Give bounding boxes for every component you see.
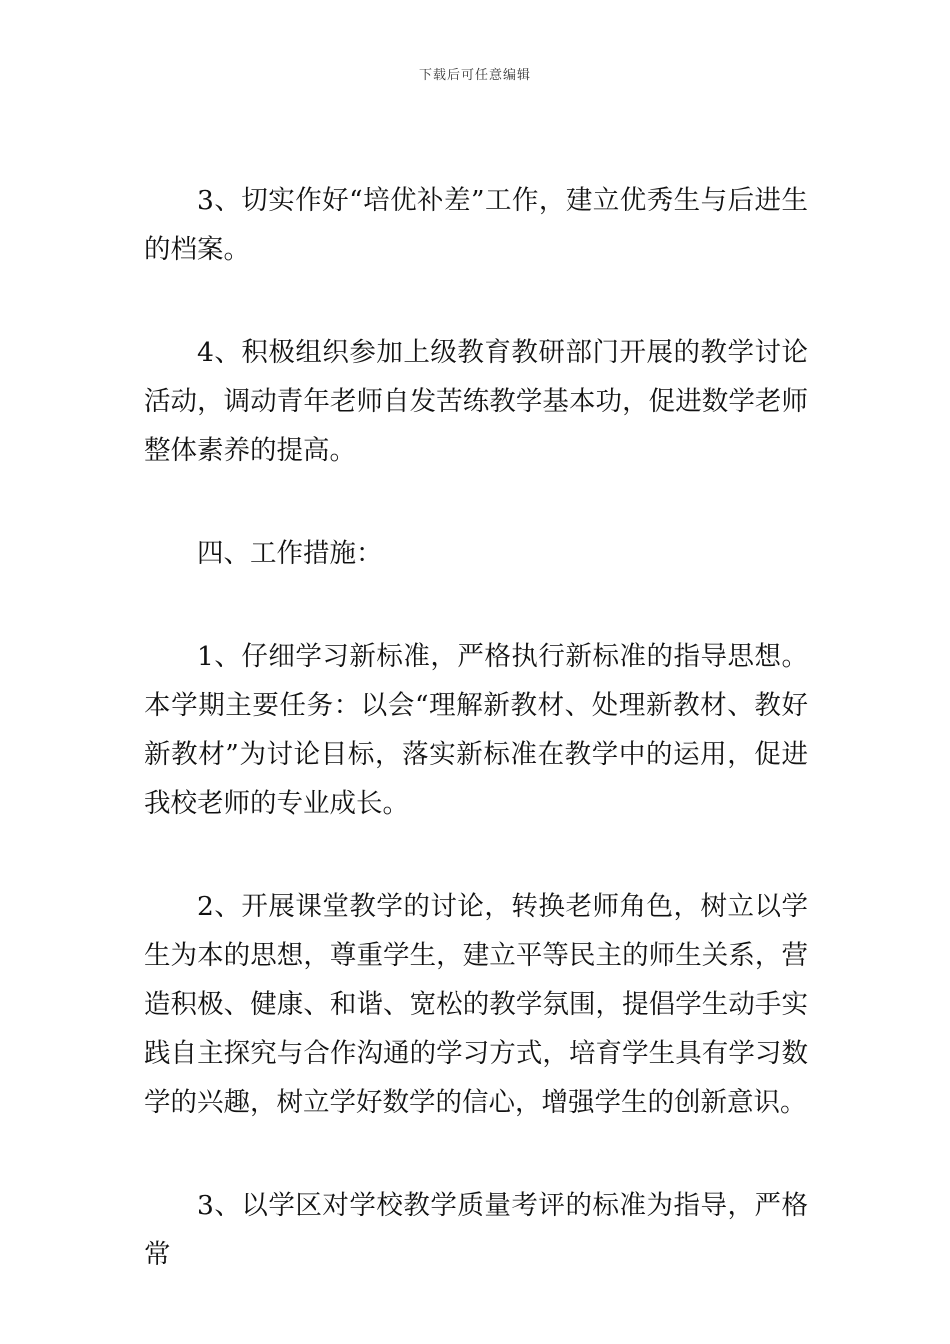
paragraph-measure-1-new-standards: 1、仔细学习新标准，严格执行新标准的指导思想。本学期主要任务：以会“理解新教材、处理新教材、教好新教材”为讨论目标，落实新标准在教学中的运用，促进我校老师的专业成长。 [144,641,808,819]
paragraph-measure-3-evaluation: 3、以学区对学校教学质量考评的标准为指导，严格常 [144,1190,808,1270]
paragraph-item-3-top-students: 3、切实作好“培优补差”工作，建立优秀生与后进生的档案。 [144,185,808,265]
document-body [144,176,808,1333]
section-heading-work-measures: 四、工作措施： [197,538,383,569]
paragraph-measure-2-classroom: 2、开展课堂教学的讨论，转换老师角色，树立以学生为本的思想，尊重学生，建立平等民主的师生关系，营造积极、健康、和谐、宽松的教学氛围，提倡学生动手实践自主探究与合作沟通的学习方式，培育学生具有学习数学的兴趣，树立学好数学的信心，增强学生的创新意识。 [144,891,808,1118]
paragraph-item-4-teaching-research: 4、积极组织参加上级教育教研部门开展的教学讨论活动，调动青年老师自发苦练教学基本功，促进数学老师整体素养的提高。 [144,337,808,466]
page-header-note: 下载后可任意编辑 [418,68,531,83]
